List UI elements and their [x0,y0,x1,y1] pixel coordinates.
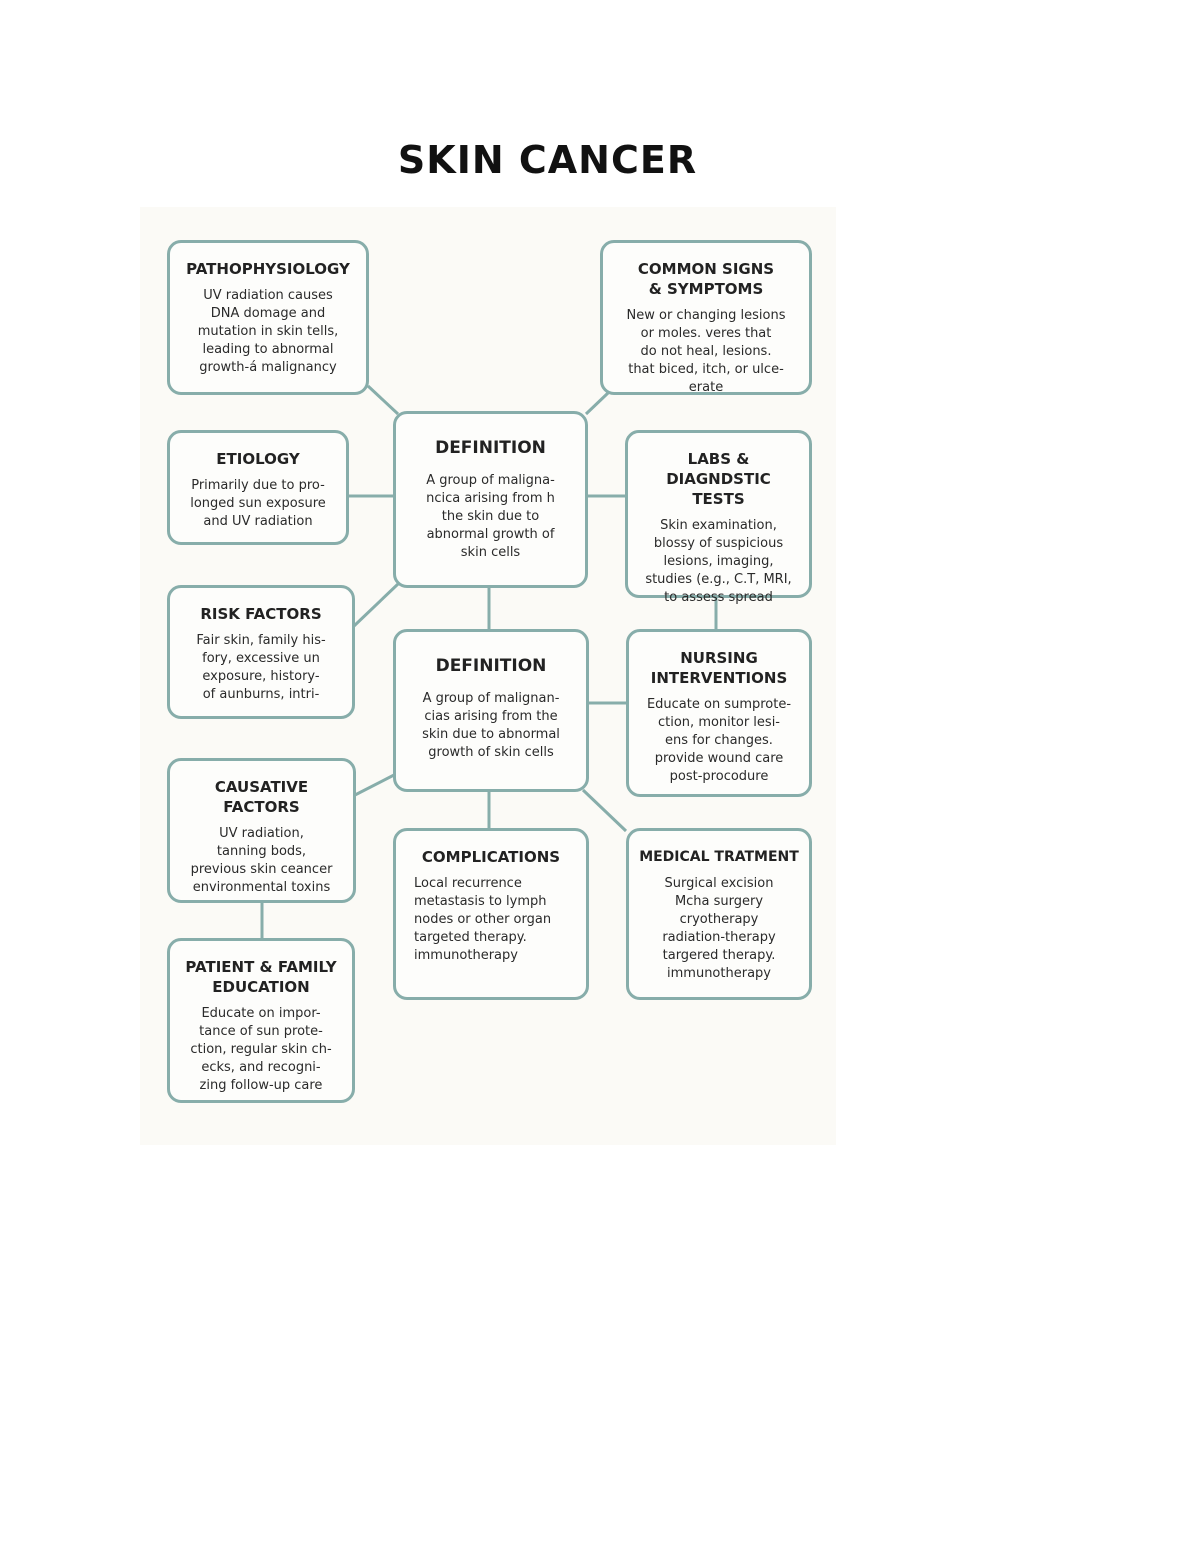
etiology-node [167,430,349,545]
causative-factors-body: UV radiation, tanning bods, previous skin ceancer environmental toxins [190,826,333,895]
medical-treatment-node [626,828,812,1000]
definition-body: A group of maligna- ncica arising from h the skin due to abnormal growth of skin cells [426,473,555,560]
definition-heading: DEFINITION [435,656,547,676]
etiology-body: Primarily due to pro- longed sun exposure and UV radiation [190,478,326,529]
complications-body: Local recurrence metastasis to lymph nodes or other organ targeted therapy. immunotherapy [414,876,552,963]
nursing-interventions-node [626,629,812,797]
labs-diagnostic-node [625,430,812,605]
labs-diagnostic-heading: LABS & DIAGNDSTIC TESTS [666,450,771,508]
definition-body: A group of malignan- cias arising from the skin due to abnormal growth of skin cells [422,691,560,760]
signs-symptoms-node [600,240,812,395]
causative-factors-heading: CAUSATIVE FACTORS [214,778,309,816]
patient-family-education-node [167,938,355,1103]
signs-symptoms-heading: COMMON SIGNS & SYMPTOMS [637,260,775,298]
patient-family-education-heading: PATIENT & FAMILY EDUCATION [185,958,337,996]
signs-symptoms-body: New or changing lesions or moles. veres that do not heal, lesions. that biced, itch, or ulce- erate [626,308,786,395]
pathophysiology-heading: PATHOPHYSIOLOGY [186,260,350,278]
nursing-interventions-body: Educate on sumprote- ction, monitor lesi- ens for changes. provide wound care post-procodure [646,697,792,784]
medical-treatment-heading: MEDICAL TRATMENT [639,849,799,865]
complications-heading: COMPLICATIONS [421,848,561,866]
nursing-interventions-heading: NURSING INTERVENTIONS [650,649,788,687]
causative-factors-node [167,758,356,903]
definition-node-secondary [393,629,589,792]
etiology-heading: ETIOLOGY [216,450,300,468]
complications-node [393,828,589,1000]
pathophysiology-body: UV radiation causes DNA domage and mutation in skin tells, leading to abnormal growth-á malignancy [197,288,339,375]
definition-heading: DEFINITION [435,438,546,458]
definition-node-primary [393,411,588,588]
risk-factors-body: Fair skin, family his- fory, excessive un exposure, history- of aunburns, intri- [196,633,326,702]
risk-factors-heading: RISK FACTORS [200,605,322,623]
medical-treatment-body: Surgical excision Mcha surgery cryotherapy radiation-therapy targered therapy. immunotherapy [662,876,776,981]
page-title: SKIN CANCER [397,138,698,182]
risk-factors-node [167,585,355,719]
patient-family-education-body: Educate on impor- tance of sun prote- ction, regular skin ch- ecks, and recogni- zing follow-up care [190,1006,332,1093]
labs-diagnostic-body: Skin examination, blossy of suspicious lesions, imaging, studies (e.g., C.T, MRI, to assess spread [645,518,792,605]
pathophysiology-node [167,240,369,395]
